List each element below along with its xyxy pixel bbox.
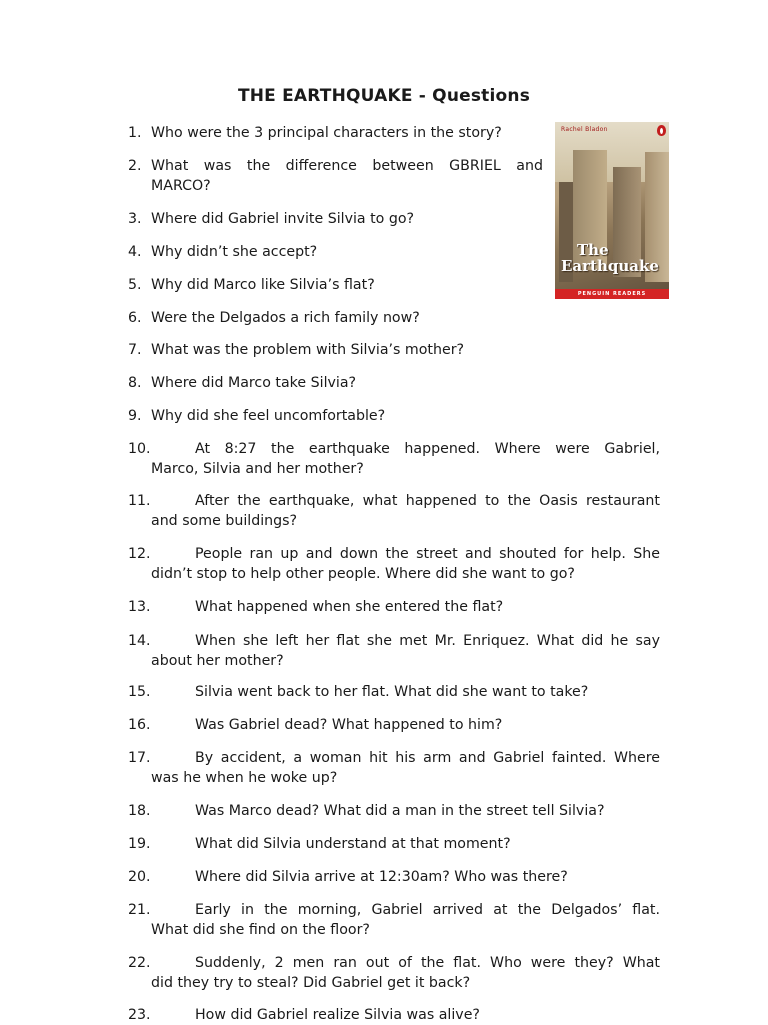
question-item: 9. Why did she feel uncomfortable?	[128, 408, 386, 424]
question-item: 17. By accident, a woman hit his arm and Gabriel fainted. Where was he when he woke up?	[128, 750, 660, 786]
question-item: 21. Early in the morning, Gabriel arrived at the Delgados’ flat. What did she find on the floor?	[128, 902, 660, 938]
question-item: 7. What was the problem with Silvia’s mother?	[128, 342, 465, 358]
question-item: 14. When she left her flat she met Mr. Enriquez. What did he say about her mother?	[128, 633, 660, 669]
question-item: 2. What was the difference between GBRIEL and MARCO?	[128, 158, 543, 194]
cover-author: Rachel Bladon	[561, 126, 608, 133]
question-item: 15. Silvia went back to her flat. What did she want to take?	[128, 684, 589, 700]
question-item: 4. Why didn’t she accept?	[128, 244, 318, 260]
cover-title: The Earthquake	[561, 241, 659, 275]
question-item: 8. Where did Marco take Silvia?	[128, 375, 357, 391]
question-item: 23. How did Gabriel realize Silvia was alive?	[128, 1007, 480, 1023]
question-item: 16. Was Gabriel dead? What happened to him?	[128, 717, 503, 733]
page-title: THE EARTHQUAKE - Questions	[237, 86, 531, 106]
question-item: 19. What did Silvia understand at that moment?	[128, 836, 511, 852]
penguin-logo-icon	[657, 125, 666, 136]
question-item: 18. Was Marco dead? What did a man in the street tell Silvia?	[128, 803, 605, 819]
question-item: 20. Where did Silvia arrive at 12:30am? Who was there?	[128, 869, 568, 885]
question-item: 6. Were the Delgados a rich family now?	[128, 310, 420, 326]
question-item: 11. After the earthquake, what happened to the Oasis restaurant and some buildings?	[128, 493, 660, 529]
question-item: 10. At 8:27 the earthquake happened. Where were Gabriel, Marco, Silvia and her mother?	[128, 441, 660, 477]
question-item: 3. Where did Gabriel invite Silvia to go?	[128, 211, 415, 227]
question-item: 12. People ran up and down the street and shouted for help. She didn’t stop to help other people. Where did she want to go?	[128, 546, 660, 582]
question-item: 5. Why did Marco like Silvia’s flat?	[128, 277, 375, 293]
question-item: 1. Who were the 3 principal characters in the story?	[128, 125, 502, 141]
question-item: 22. Suddenly, 2 men ran out of the flat. Who were they? What did they try to steal? Did Gabriel get it back?	[128, 955, 660, 991]
book-cover-image	[555, 122, 669, 299]
question-item: 13. What happened when she entered the flat?	[128, 599, 504, 615]
cover-series-band: PENGUIN READERS	[555, 289, 669, 299]
